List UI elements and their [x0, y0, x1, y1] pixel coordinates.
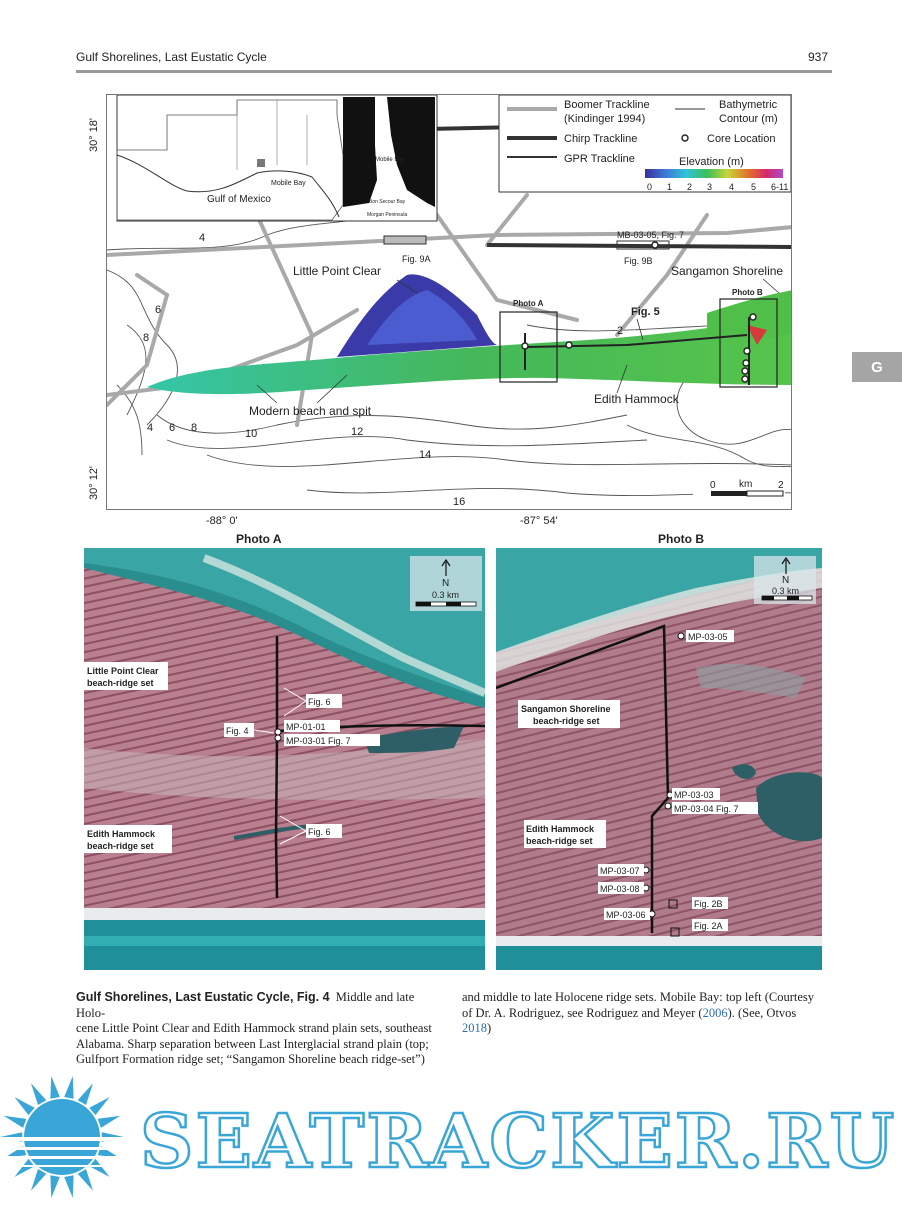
- sun-ray: [4, 1116, 27, 1128]
- fig9a-box: [384, 236, 426, 244]
- sun-ray: [98, 1116, 121, 1128]
- sun-ray: [31, 1169, 46, 1191]
- photo-b-north: N: [782, 575, 790, 586]
- location-map: [106, 94, 792, 510]
- photo-b-mp0305: MP-03-05: [688, 632, 728, 642]
- figure-caption-col2: [462, 990, 832, 1037]
- sun-ray: [31, 1083, 46, 1105]
- citation-link-2006[interactable]: 2006: [702, 1005, 728, 1020]
- section-tab: G: [852, 352, 902, 382]
- caption-col1-b: cene Little Point Clear and Edith Hammock strand plain sets, southeast: [76, 1021, 432, 1035]
- contour-label: 8: [143, 332, 150, 344]
- photo-b-fig2a: Fig. 2A: [694, 921, 723, 931]
- caption-col2-c2: ): [487, 1021, 492, 1035]
- chirp-trackline-mid: [487, 245, 792, 247]
- photo-b-mp0306: MP-03-06: [606, 910, 646, 920]
- sun-ray: [50, 1175, 59, 1198]
- caption-col2-b2: ). (See, Otvos: [727, 1005, 797, 1020]
- sun-ray: [15, 1097, 35, 1115]
- photo-a-scale: 0.3 km: [432, 590, 460, 600]
- contour-label: 6: [169, 422, 176, 434]
- photo-a-mp0101: MP-01-01: [286, 722, 326, 732]
- map-scale-bar: [693, 479, 785, 505]
- caption-col1-c: Alabama. Sharp separation between Last Interglacial strand plain (top;: [76, 1036, 429, 1051]
- watermark: [0, 1065, 902, 1205]
- photo-a-lpc-1: Little Point Clear: [87, 666, 159, 676]
- contour-label: 2: [617, 325, 624, 337]
- photo-b-scale: 0.3 km: [772, 586, 800, 596]
- elevation-tick-label: 0: [647, 182, 653, 192]
- inset-gulf-label: Gulf of Mexico: [207, 194, 271, 205]
- elevation-tick-label: 6-11: [771, 182, 789, 192]
- sun-ray: [15, 1159, 35, 1177]
- legend-boomer-sub: (Kindinger 1994): [564, 113, 646, 125]
- photo-a-mp0301: MP-03-01 Fig. 7: [286, 736, 351, 746]
- contour-label: 14: [419, 449, 432, 461]
- watermark-text: SEATRACKER.RU: [140, 1099, 897, 1185]
- photo-a-lpc-2: beach-ridge set: [87, 678, 154, 688]
- lon-label-right: -87° 54': [520, 515, 558, 527]
- contour-label: 4: [199, 232, 206, 244]
- caption-col2-b1: of Dr. A. Rodriguez, see Rodriguez and Meyer (: [462, 1005, 703, 1020]
- lat-label-bottom: 30° 12': [88, 465, 100, 500]
- photo-b-fig2b: Fig. 2B: [694, 899, 723, 909]
- sun-ray: [78, 1083, 93, 1105]
- label-mb0305: MB-03-05, Fig. 7: [617, 230, 685, 240]
- photo-b-mp0303: MP-03-03: [674, 790, 714, 800]
- sun-ray: [89, 1097, 109, 1115]
- elevation-tick-label: 4: [729, 182, 735, 192]
- sun-ray: [78, 1169, 93, 1191]
- lon-label-left: -88° 0': [206, 515, 238, 527]
- sun-logo-icon: [0, 1076, 130, 1198]
- photo-b-title: Photo B: [658, 532, 704, 546]
- sun-ray: [64, 1175, 73, 1198]
- contour-label: 6: [155, 304, 162, 316]
- label-sangamon: Sangamon Shoreline: [671, 264, 784, 278]
- photo-a-fig6-top: Fig. 6: [308, 697, 331, 707]
- inset-zoom-mobile-bay: Mobile Bay: [375, 157, 405, 163]
- photo-b: [496, 548, 822, 970]
- photo-b-edith-1: Edith Hammock: [526, 824, 595, 834]
- elevation-tick-label: 1: [667, 182, 673, 192]
- photo-a-north: N: [442, 578, 450, 589]
- photo-a-edith-2: beach-ridge set: [87, 841, 154, 851]
- lat-label-top: 30° 18': [88, 117, 100, 152]
- elevation-tick-label: 3: [707, 182, 713, 192]
- contour-label: 16: [453, 496, 466, 508]
- legend-boomer: Boomer Trackline: [564, 99, 650, 111]
- scale-right: 2: [778, 480, 784, 491]
- running-head-title: Gulf Shorelines, Last Eustatic Cycle: [76, 50, 267, 64]
- inset-morgan: Morgan Peninsula: [367, 212, 408, 218]
- inset-mobile-bay-label: Mobile Bay: [271, 180, 306, 187]
- label-fig9b: Fig. 9B: [624, 256, 653, 266]
- caption-col1-d: Gulfport Formation ridge set; “Sangamon Shoreline beach ridge-set”): [76, 1052, 425, 1066]
- photo-b-mp0307: MP-03-07: [600, 866, 640, 876]
- sun-ray: [50, 1076, 59, 1099]
- inset-bon-secour: Bon Secour Bay: [369, 199, 406, 205]
- label-modern: Modern beach and spit: [249, 404, 372, 418]
- citation-link-2018[interactable]: 2018: [462, 1021, 487, 1035]
- legend-elevation-title: Elevation (m): [679, 156, 744, 168]
- sun-ray: [89, 1159, 109, 1177]
- photo-a-title: Photo A: [236, 532, 282, 546]
- legend-bathy: Bathymetric: [719, 99, 778, 111]
- figure-caption-col1: [76, 990, 446, 1068]
- map-legend: [499, 95, 791, 192]
- photo-a-fig6-bottom: Fig. 6: [308, 827, 331, 837]
- caption-col2-a: and middle to late Holocene ridge sets. Mobile Bay: top left (Courtesy: [462, 990, 815, 1004]
- scale-left: 0: [710, 480, 716, 491]
- label-fig9a: Fig. 9A: [402, 254, 431, 264]
- elevation-tick-label: 5: [751, 182, 757, 192]
- contour-label: 4: [147, 422, 154, 434]
- label-photo-a: Photo A: [513, 299, 544, 308]
- elevation-colorbar: [645, 169, 783, 178]
- page-number: 937: [808, 50, 829, 64]
- photo-a: [84, 548, 485, 970]
- contour-label: 8: [191, 422, 198, 434]
- label-edith: Edith Hammock: [594, 392, 679, 406]
- legend-chirp: Chirp Trackline: [564, 133, 638, 145]
- photo-a-edith-1: Edith Hammock: [87, 829, 156, 839]
- label-photo-b: Photo B: [732, 288, 763, 297]
- inset-map: [117, 95, 437, 221]
- sun-ray: [64, 1076, 73, 1099]
- photo-b-sangamon-1: Sangamon Shoreline: [521, 704, 611, 714]
- legend-core: Core Location: [707, 133, 776, 145]
- caption-lead: Gulf Shorelines, Last Eustatic Cycle, Fig. 4: [76, 990, 330, 1004]
- contour-label: 10: [245, 428, 258, 440]
- elevation-tick-label: 2: [687, 182, 693, 192]
- photo-b-mp0308: MP-03-08: [600, 884, 640, 894]
- contour-label: 12: [351, 426, 364, 438]
- caption-col1-a: Middle and late Holo-: [76, 990, 415, 1020]
- scale-unit: km: [739, 479, 753, 490]
- label-little-point-clear: Little Point Clear: [293, 264, 382, 278]
- photo-a-fig4: Fig. 4: [226, 726, 249, 736]
- photo-b-sangamon-2: beach-ridge set: [533, 716, 600, 726]
- label-fig5: Fig. 5: [631, 306, 660, 318]
- header-rule: [76, 70, 832, 73]
- photo-b-mp0304: MP-03-04 Fig. 7: [674, 804, 739, 814]
- legend-gpr: GPR Trackline: [564, 153, 635, 165]
- photo-b-edith-2: beach-ridge set: [526, 836, 593, 846]
- legend-bathy-sub: Contour (m): [719, 113, 778, 125]
